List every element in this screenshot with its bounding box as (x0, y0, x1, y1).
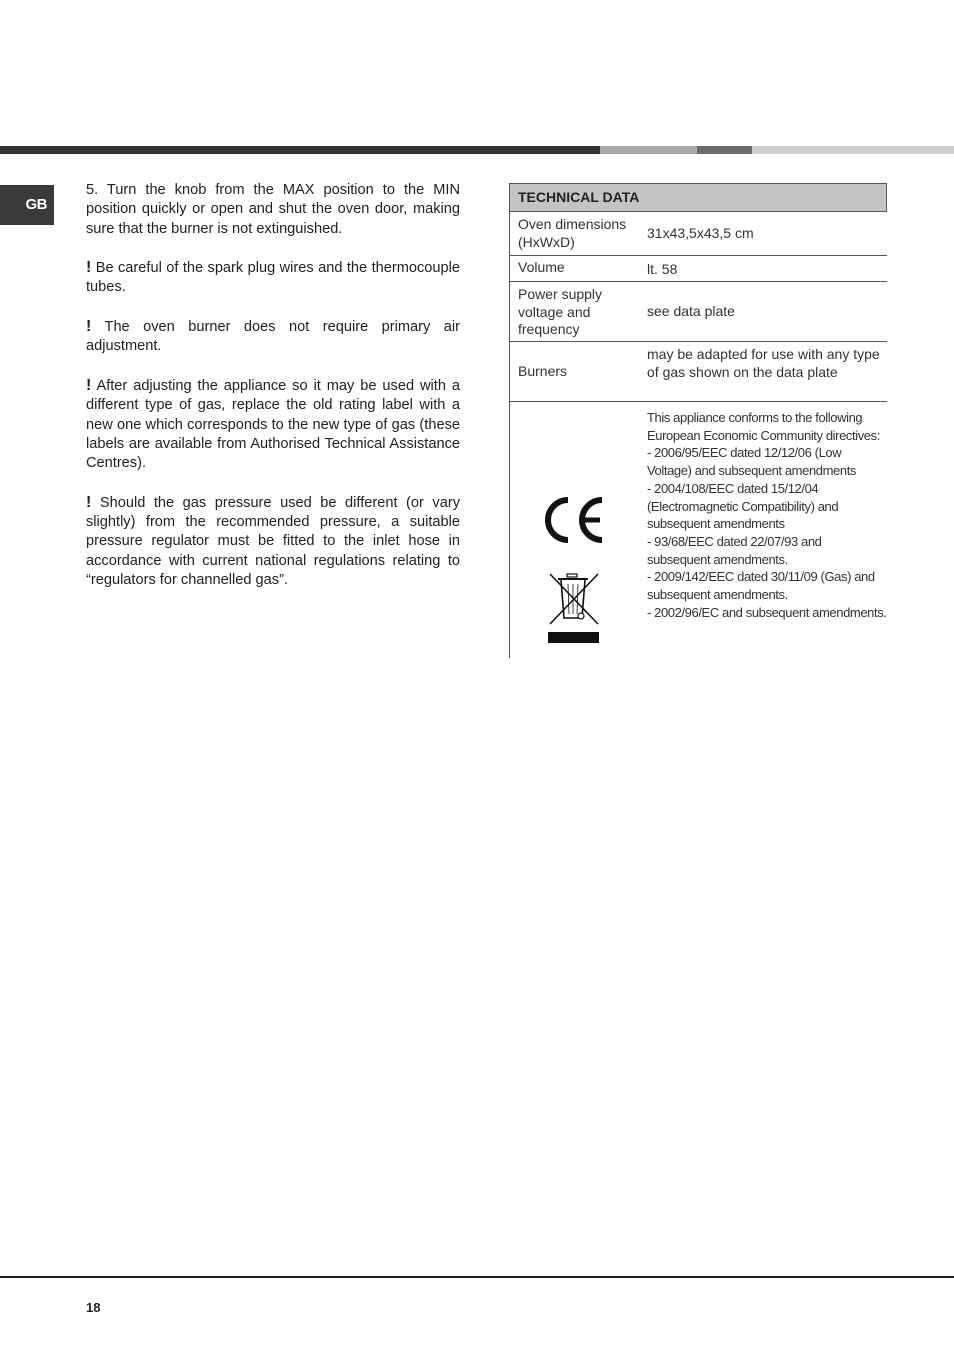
directives-text (647, 409, 887, 621)
top-bar-segment-dark (0, 146, 600, 154)
row-value: lt. 58 (647, 261, 678, 277)
directive-line: This appliance conforms to the following European Economic Community directives: (647, 410, 880, 443)
paragraph-text: Should the gas pressure used be different (or vary slightly) from the recommended pressure, a suitable pressure regulator must be fitted to the inlet hose in accordance with current national regulations relating to “regulators for channelled gas”. (86, 494, 460, 588)
instruction-paragraph (86, 258, 460, 298)
weee-crossed-bin-icon (548, 570, 602, 646)
page-number: 18 (86, 1300, 101, 1315)
paragraph-text: The oven burner does not require primary air adjustment. (86, 319, 460, 355)
instructions-column (86, 180, 460, 610)
directive-line: - 2006/95/EEC dated 12/12/06 (Low Voltage) and subsequent amendments (647, 445, 856, 479)
warning-mark: ! (86, 259, 92, 277)
instruction-paragraph (86, 493, 460, 590)
row-label: Burners (518, 363, 568, 379)
row-label: Oven dimensions (HxWxD) (518, 216, 627, 250)
paragraph-text: 5. Turn the knob from the MAX position to the MIN position quickly or open and shut the oven door, making sure that the burner is not extinguished. (86, 182, 460, 237)
paragraph-text: Be careful of the spark plug wires and the thermocouple tubes. (86, 260, 460, 296)
conformity-row (509, 402, 887, 658)
directive-line: - 93/68/EEC dated 22/07/93 and subsequent amendments. (647, 533, 822, 567)
technical-data-title: TECHNICAL DATA (509, 183, 887, 212)
top-bar-segment-mid (600, 146, 697, 154)
instruction-paragraph (86, 180, 460, 239)
directive-line: - 2004/108/EEC dated 15/12/04 (Electromagnetic Compatibility) and subsequent amendments (647, 480, 839, 532)
row-label: Volume (518, 259, 565, 275)
table-row (509, 256, 887, 282)
ce-mark-icon (538, 494, 606, 546)
footer-rule (0, 1276, 954, 1278)
instruction-paragraph (86, 317, 460, 357)
row-value: may be adapted for use with any type of gas shown on the data plate (647, 346, 880, 380)
directive-line: - 2002/96/EC and subsequent amendments. (647, 604, 887, 620)
row-value: 31x43,5x43,5 cm (647, 225, 754, 241)
table-row (509, 282, 887, 342)
instruction-paragraph (86, 376, 460, 473)
top-color-bar (0, 146, 954, 154)
paragraph-text: After adjusting the appliance so it may be used with a different type of gas, replace the old rating label with a new one which corresponds to the new type of gas (these labels are available from Authorised Technical Assistance Centres). (86, 377, 460, 472)
row-label: Power supply voltage and frequency (518, 286, 603, 337)
technical-data-table (509, 183, 887, 658)
warning-mark: ! (86, 318, 92, 336)
directive-line: - 2009/142/EEC dated 30/11/09 (Gas) and subsequent amendments. (647, 569, 875, 603)
warning-mark: ! (86, 376, 92, 394)
table-row (509, 212, 887, 256)
top-bar-segment-grey (697, 146, 752, 154)
language-tab: GB (0, 185, 54, 225)
top-bar-segment-light (752, 146, 954, 154)
row-value: see data plate (647, 303, 735, 319)
warning-mark: ! (86, 493, 92, 511)
table-row (509, 342, 887, 402)
